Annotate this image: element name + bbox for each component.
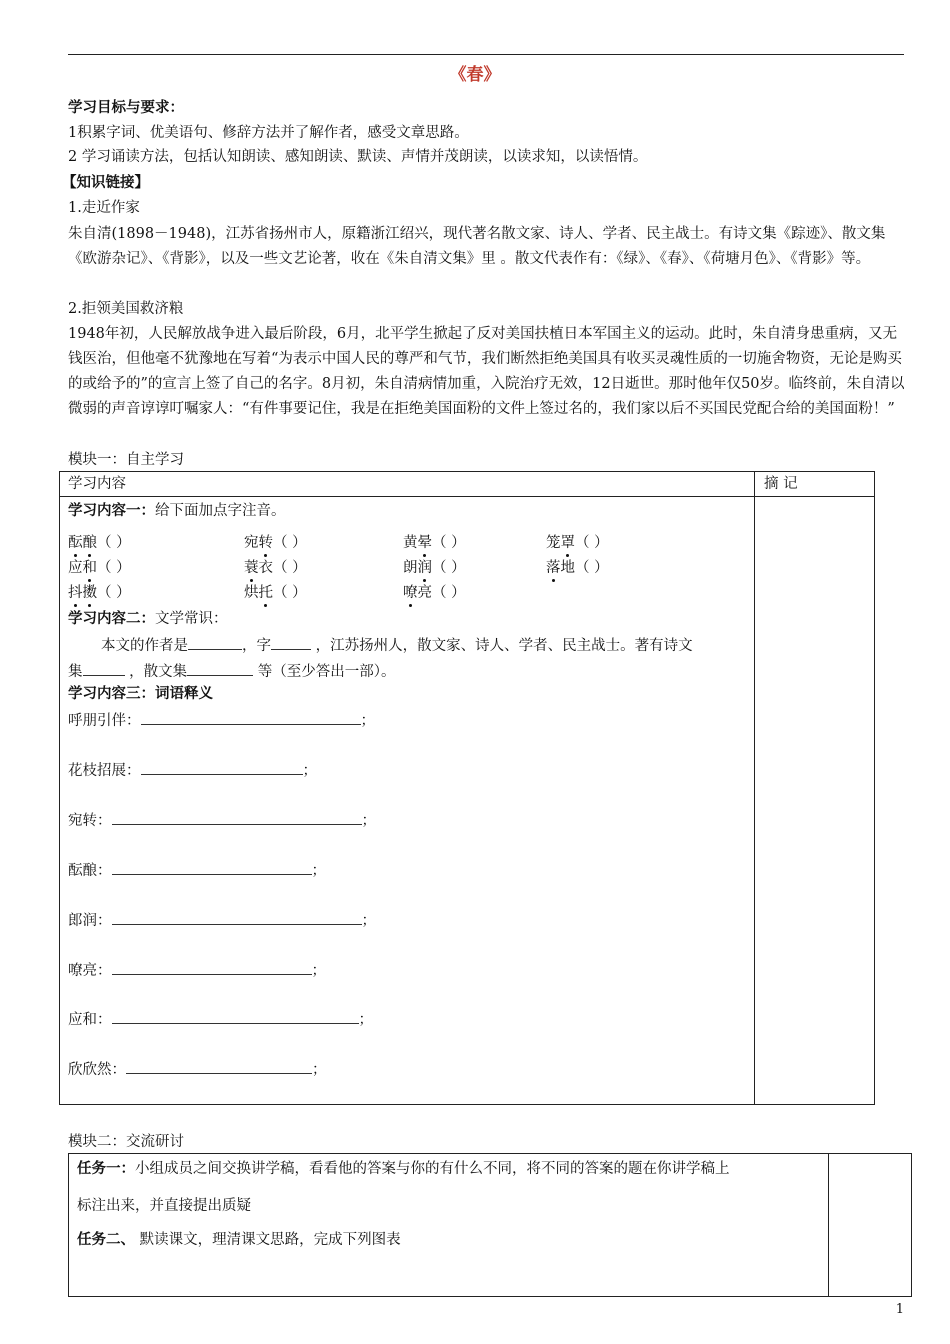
char: 落 — [546, 556, 561, 577]
pinyin-blank[interactable]: （ ） — [432, 535, 466, 551]
term-row: 欣欣然： ； — [68, 1059, 327, 1079]
goal-item-1: 1积累字词、优美语句、修辞方法并了解作者，感受文章思路。 — [68, 125, 469, 141]
definition-blank[interactable] — [141, 760, 303, 775]
content-1-title: 学习内容一： — [68, 502, 155, 519]
term-row: 花枝招展： ； — [68, 760, 317, 780]
column-header-content: 学习内容 — [68, 476, 126, 492]
char: 托 — [259, 581, 274, 602]
section-1-text: 朱自清(1898－1948)，江苏省扬州市人，原籍浙江绍兴，现代著名散文家、诗人、学者、民主战士。有诗文集《踪迹》、散文集《欧游杂记》、《背影》，以及一些文艺论著，收在《朱自清文集》里 。散文代表作有：《绿》、《春》、《荷塘月色》、《背影》等。 — [68, 226, 886, 267]
char: 烘 — [244, 585, 259, 601]
term-row: 嘹亮： ； — [68, 960, 326, 980]
table-column-divider — [754, 471, 755, 1105]
pinyin-blank[interactable]: （ ） — [97, 560, 131, 576]
module-2-label: 模块二：交流研讨 — [68, 1134, 184, 1150]
author-blank[interactable] — [188, 635, 242, 650]
char: 地 — [560, 560, 575, 576]
char: 应 — [68, 560, 83, 576]
term-row: 呼朋引伴： ； — [68, 710, 375, 730]
term-label: 欣欣然： — [68, 1062, 126, 1078]
goals-heading: 学习目标与要求： — [68, 99, 184, 116]
term-row: 酝酿： ； — [68, 860, 326, 880]
term-row: 应和： ； — [68, 1009, 373, 1029]
page-title: 《春》 — [449, 65, 501, 85]
char: 擞 — [83, 581, 98, 602]
char: 嘹 — [403, 581, 418, 602]
char: 宛 — [244, 535, 259, 551]
term-label: 花枝招展： — [68, 763, 141, 779]
term-row: 宛转： ； — [68, 810, 376, 830]
pinyin-blank[interactable]: （ ） — [575, 560, 609, 576]
definition-blank[interactable] — [112, 910, 362, 925]
author-fill-line: 本文的作者是 ，字 ，江苏扬州人，散文家、诗人、学者、民主战士。著有诗文 — [101, 635, 693, 655]
definition-blank[interactable] — [112, 860, 312, 875]
section-1-title: 1.走近作家 — [68, 200, 140, 216]
pinyin-blank[interactable]: （ ） — [432, 585, 466, 601]
char: 朗 — [403, 560, 418, 576]
knowledge-heading: 【知识链接】 — [62, 174, 149, 191]
char: 罩 — [561, 531, 576, 552]
definition-blank[interactable] — [141, 710, 361, 725]
term-row: 郎润： ； — [68, 910, 376, 930]
char: 酝 — [68, 531, 83, 552]
content-2-title: 学习内容二： — [68, 610, 155, 627]
pinyin-blank[interactable]: （ ） — [97, 585, 131, 601]
term-label: 呼朋引伴： — [68, 713, 141, 729]
works-fill-line: 集 ，散文集 等（至少答出一部）。 — [68, 661, 395, 681]
char: 抖 — [68, 581, 83, 602]
header-rule — [68, 54, 904, 55]
definition-blank[interactable] — [112, 960, 312, 975]
content-1-text: 给下面加点字注音。 — [155, 503, 286, 519]
char: 亮 — [417, 585, 432, 601]
courtesy-name-blank[interactable] — [271, 635, 311, 650]
char: 笼 — [546, 535, 561, 551]
pinyin-blank[interactable]: （ ） — [273, 560, 307, 576]
page-number: 1 — [895, 1302, 904, 1317]
task-1-text: 小组成员之间交换讲学稿，看看他的答案与你的有什么不同，将不同的答案的题在你讲学稿上 — [135, 1161, 730, 1177]
module-1-label: 模块一：自主学习 — [68, 452, 184, 468]
task-1-title: 任务一： — [77, 1160, 135, 1177]
term-label: 宛转： — [68, 813, 112, 829]
term-label: 嘹亮： — [68, 963, 112, 979]
char: 黄 — [403, 535, 418, 551]
section-2-title: 2.拒领美国救济粮 — [68, 301, 184, 317]
char: 晕 — [418, 531, 433, 552]
definition-blank[interactable] — [112, 810, 362, 825]
definition-blank[interactable] — [112, 1009, 359, 1024]
term-label: 应和： — [68, 1012, 112, 1028]
definition-blank[interactable] — [126, 1059, 312, 1074]
term-label: 酝酿： — [68, 863, 112, 879]
pinyin-blank[interactable]: （ ） — [575, 535, 609, 551]
pinyin-blank[interactable]: （ ） — [432, 560, 466, 576]
essay-collection-blank[interactable] — [187, 661, 253, 676]
task-2-title: 任务二、 — [77, 1231, 135, 1248]
char: 酿 — [83, 531, 98, 552]
pinyin-blank[interactable]: （ ） — [273, 535, 307, 551]
pinyin-blank[interactable]: （ ） — [273, 585, 307, 601]
char: 润 — [418, 556, 433, 577]
pinyin-blank[interactable]: （ ） — [97, 535, 131, 551]
char: 蓑 — [244, 556, 259, 577]
poetry-collection-blank[interactable] — [83, 661, 125, 676]
content-2-text: 文学常识： — [155, 611, 228, 627]
char: 和 — [83, 556, 98, 577]
column-header-notes: 摘 记 — [764, 476, 798, 492]
table-header-divider — [59, 496, 875, 497]
term-label: 郎润： — [68, 913, 112, 929]
task-1-text-cont: 标注出来，并直接提出质疑 — [77, 1198, 251, 1214]
goal-item-2: 2 学习诵读方法，包括认知朗读、感知朗读、默读、声情并茂朗读，以读求知，以读悟情。 — [68, 149, 648, 165]
content-3-title: 学习内容三：词语释义 — [68, 685, 213, 702]
module-2-column-divider — [828, 1153, 829, 1297]
char: 衣 — [258, 560, 273, 576]
section-2-text: 1948年初，人民解放战争进入最后阶段，6月，北平学生掀起了反对美国扶植日本军国主义的运动。此时，朱自清身患重病，又无钱医治，但他毫不犹豫地在写着“为表示中国人民的尊严和气节，我们断然拒绝美国具有收买灵魂性质的一切施舍物资，无论是购买的或给予的”的宣言上签了自己的名字。8月初，朱自清病情加重，入院治疗无效，12日逝世。那时他年仅50岁。临终前，朱自清以微弱的声音谆谆叮嘱家人：“有件事要记住，我是在拒绝美国面粉的文件上签过名的，我们家以后不买国民党配合给的美国面粉！” — [68, 326, 905, 417]
char: 转 — [259, 531, 274, 552]
task-2-text: 默读课文，理清课文思路，完成下列图表 — [135, 1232, 401, 1248]
